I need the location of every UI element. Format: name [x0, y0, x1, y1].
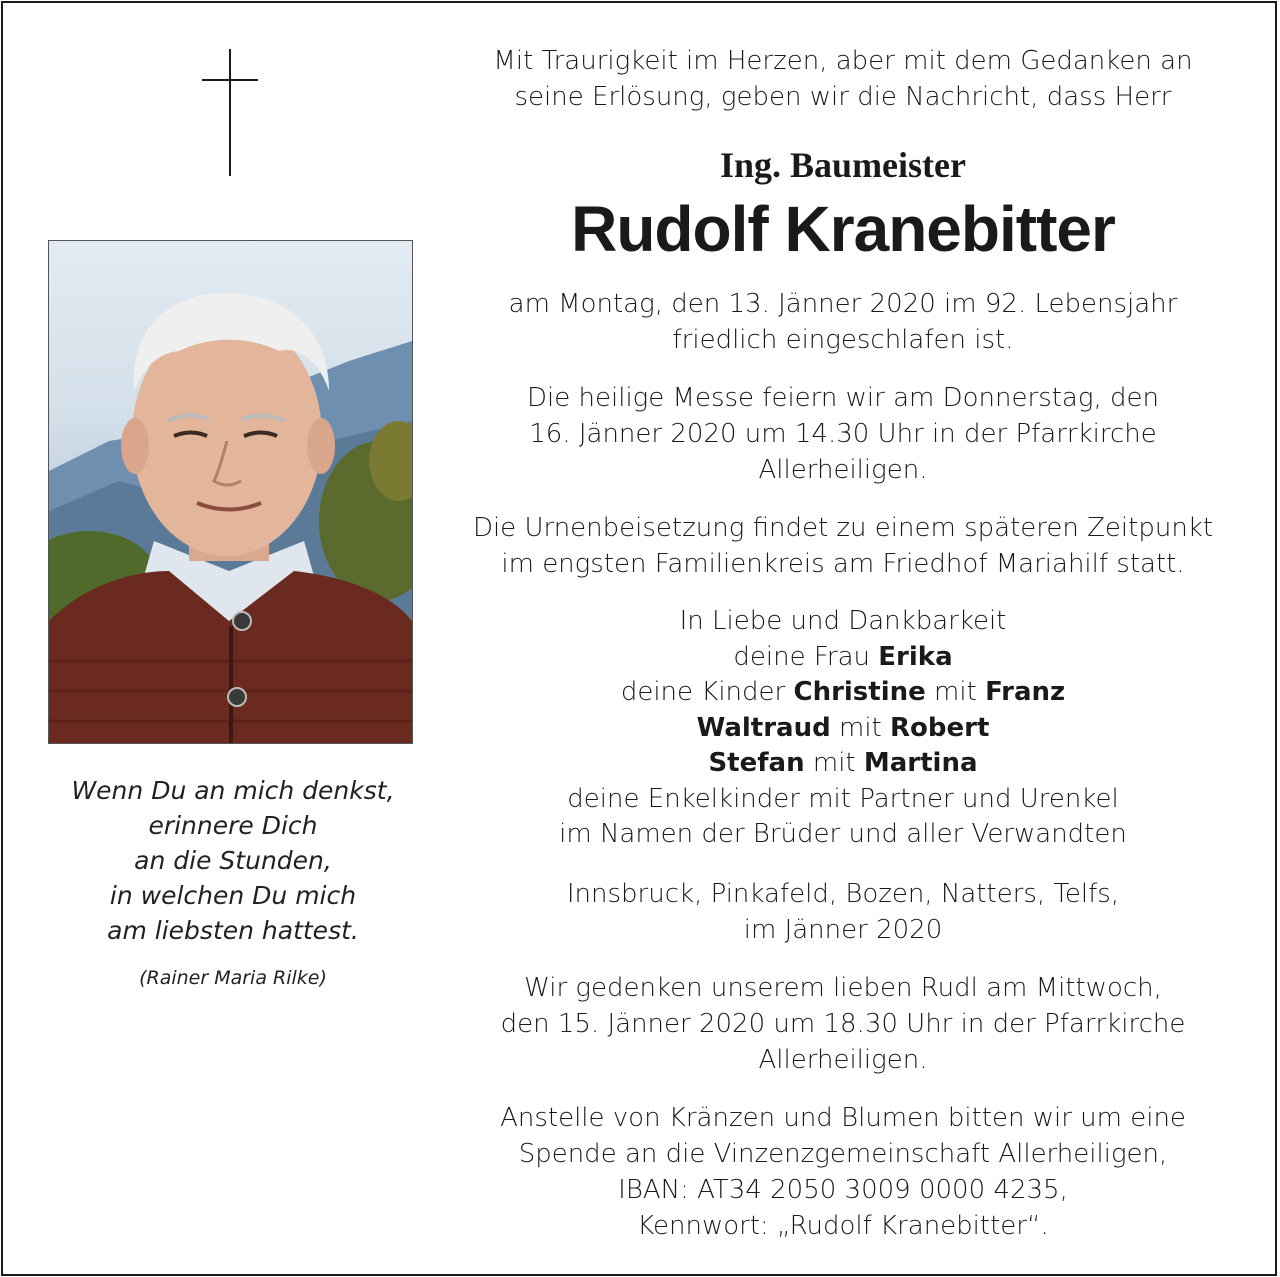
sweater-button: [233, 612, 251, 630]
child-name: Christine: [793, 677, 926, 707]
burial-paragraph: [443, 510, 1243, 582]
intro-line: Mit Traurigkeit im Herzen, aber mit dem Gedanken an: [493, 46, 1193, 76]
quote-line: am liebsten hattest.: [107, 916, 359, 945]
children-prefix: deine Kinder: [620, 677, 786, 707]
quote-author: (Rainer Maria Rilke): [139, 967, 327, 989]
mass-line: Die heilige Messe feiern wir am Donnerstag, den: [527, 383, 1159, 413]
partner-name: Franz: [985, 677, 1066, 707]
family-wife-line: [443, 640, 1243, 676]
portrait-photo: [48, 240, 413, 744]
grandchildren-line: deine Enkelkinder mit Partner und Urenkel: [567, 783, 1119, 814]
memorial-paragraph: [443, 970, 1243, 1078]
cross-vertical-bar: [229, 49, 231, 176]
family-child1-line: [443, 675, 1243, 711]
sweater-button: [228, 688, 246, 706]
cross-horizontal-bar: [202, 79, 258, 81]
title-line: Ing. Baumeister: [720, 145, 966, 185]
quote-line: an die Stunden,: [134, 846, 332, 875]
portrait-illustration: [49, 241, 412, 743]
death-paragraph: [443, 286, 1243, 358]
right-ear: [307, 418, 335, 474]
obituary-notice: [1, 1, 1277, 1276]
donation-paragraph: [443, 1100, 1243, 1244]
child-name: Waltraud: [696, 712, 831, 743]
burial-line: Die Urnenbeisetzung findet zu einem späteren Zeitpunkt: [472, 513, 1214, 543]
places-line: Innsbruck, Pinkafeld, Bozen, Natters, Telfs,: [566, 879, 1120, 909]
death-line: am Montag, den 13. Jänner 2020 im 92. Lebensjahr: [508, 289, 1178, 319]
wife-prefix: deine Frau: [733, 641, 871, 672]
places-line: im Jänner 2020: [743, 915, 943, 945]
quote-line: Wenn Du an mich denkst,: [71, 776, 395, 805]
places-paragraph: [443, 876, 1243, 948]
quote-line: in welchen Du mich: [109, 881, 357, 910]
mass-paragraph: [443, 380, 1243, 488]
intro-paragraph: [443, 43, 1243, 115]
donation-line: Spende an die Vinzenzgemeinschaft Allerheiligen,: [518, 1139, 1168, 1169]
mit-word: mit: [812, 748, 856, 778]
donation-line: Anstelle von Kränzen und Blumen bitten wir um eine: [500, 1103, 1186, 1133]
death-line: friedlich eingeschlafen ist.: [672, 325, 1014, 355]
family-child3-line: [443, 746, 1243, 782]
memorial-line: Allerheiligen.: [758, 1045, 928, 1075]
donation-keyword: Kennwort: „Rudolf Kranebitter“.: [637, 1211, 1049, 1241]
memorial-line: Wir gedenken unserem lieben Rudl am Mittwoch,: [524, 973, 1162, 1003]
burial-line: im engsten Familienkreis am Friedhof Mariahilf statt.: [501, 549, 1185, 579]
quote-line: erinnere Dich: [148, 811, 318, 840]
family-paragraph: [443, 604, 1243, 853]
wife-name: Erika: [878, 641, 953, 672]
donation-iban: IBAN: AT34 2050 3009 0000 4235,: [618, 1175, 1068, 1205]
quote: [33, 773, 433, 948]
mass-line: Allerheiligen.: [758, 455, 928, 485]
mass-line: 16. Jänner 2020 um 14.30 Uhr in der Pfarrkirche: [529, 419, 1157, 449]
partner-name: Robert: [890, 712, 990, 743]
family-intro: In Liebe und Dankbarkeit: [679, 606, 1007, 636]
family-child2-line: [443, 711, 1243, 747]
child-name: Stefan: [708, 748, 805, 778]
intro-line: seine Erlösung, geben wir die Nachricht, dass Herr: [514, 82, 1172, 112]
partner-name: Martina: [863, 748, 978, 778]
left-ear: [121, 418, 149, 474]
memorial-line: den 15. Jänner 2020 um 18.30 Uhr in der Pfarrkirche: [500, 1009, 1186, 1039]
relatives-line: im Namen der Brüder und aller Verwandten: [559, 819, 1127, 849]
mit-word: mit: [839, 712, 882, 743]
deceased-name: Rudolf Kranebitter: [571, 193, 1115, 265]
mit-word: mit: [934, 677, 977, 707]
